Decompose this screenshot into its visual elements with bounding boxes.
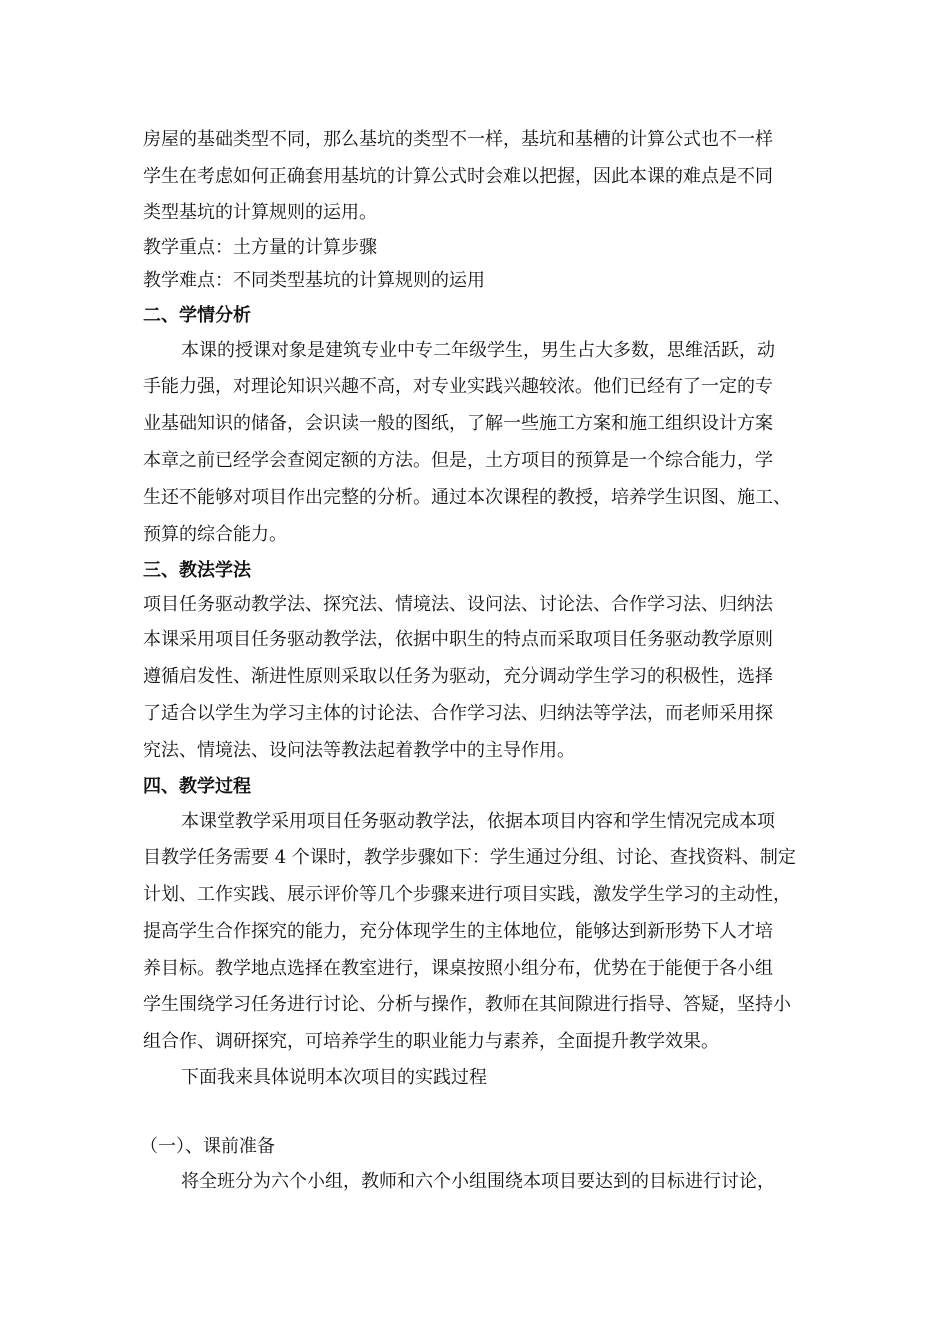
paragraph-line: 本课的授课对象是建筑专业中专二年级学生，男生占大多数，思维活跃，动 bbox=[181, 340, 775, 361]
paragraph-line: 本课采用项目任务驱动教学法，依据中职生的特点而采取项目任务驱动教学原则 bbox=[143, 629, 773, 650]
paragraph-line: 本课堂教学采用项目任务驱动教学法，依据本项目内容和学生情况完成本项 bbox=[181, 811, 775, 832]
teaching-difficulty-line: 教学难点：不同类型基坑的计算规则的运用 bbox=[143, 270, 485, 291]
paragraph-line: 遵循启发性、渐进性原则采取以任务为驱动，充分调动学生学习的积极性，选择 bbox=[143, 666, 773, 687]
section-heading-student-analysis: 二、学情分析 bbox=[143, 305, 251, 326]
paragraph-line: 项目任务驱动教学法、探究法、情境法、设问法、讨论法、合作学习法、归纳法 bbox=[143, 594, 773, 615]
section-heading-teaching-process: 四、教学过程 bbox=[143, 776, 251, 797]
paragraph-line: 手能力强，对理论知识兴趣不高，对专业实践兴趣较浓。他们已经有了一定的专 bbox=[143, 376, 773, 397]
paragraph-line: 学生在考虑如何正确套用基坑的计算公式时会难以把握，因此本课的难点是不同 bbox=[143, 166, 773, 187]
paragraph-line: 学生围绕学习任务进行讨论、分析与操作，教师在其间隙进行指导、答疑，坚持小 bbox=[143, 994, 791, 1015]
paragraph-line: 计划、工作实践、展示评价等几个步骤来进行项目实践，激发学生学习的主动性， bbox=[143, 884, 791, 905]
paragraph-line: 提高学生合作探究的能力，充分体现学生的主体地位，能够达到新形势下人才培 bbox=[143, 921, 773, 942]
paragraph-line: 业基础知识的储备，会识读一般的图纸，了解一些施工方案和施工组织设计方案 bbox=[143, 413, 773, 434]
paragraph-line: 组合作、调研探究，可培养学生的职业能力与素养，全面提升教学效果。 bbox=[143, 1031, 719, 1052]
paragraph-line: 了适合以学生为学习主体的讨论法、合作学习法、归纳法等学法，而老师采用探 bbox=[143, 703, 773, 724]
paragraph-line: 究法、情境法、设问法等教法起着教学中的主导作用。 bbox=[143, 740, 575, 761]
paragraph-line: 类型基坑的计算规则的运用。 bbox=[143, 202, 377, 223]
section-heading-teaching-methods: 三、教法学法 bbox=[143, 560, 251, 581]
subsection-heading: （一）、课前准备 bbox=[140, 1136, 275, 1157]
paragraph-line: 目教学任务需要 4 个课时，教学步骤如下：学生通过分组、讨论、查找资料、制定 bbox=[143, 847, 796, 868]
teaching-focus-line: 教学重点：土方量的计算步骤 bbox=[143, 237, 377, 258]
paragraph-line: 生还不能够对项目作出完整的分析。通过本次课程的教授，培养学生识图、施工、 bbox=[143, 487, 791, 508]
paragraph-line: 房屋的基础类型不同，那么基坑的类型不一样，基坑和基槽的计算公式也不一样 bbox=[143, 129, 773, 150]
paragraph-line: 养目标。教学地点选择在教室进行，课桌按照小组分布，优势在于能便于各小组 bbox=[143, 958, 773, 979]
paragraph-line: 将全班分为六个小组，教师和六个小组围绕本项目要达到的目标进行讨论， bbox=[181, 1171, 775, 1192]
paragraph-line: 预算的综合能力。 bbox=[143, 524, 287, 545]
paragraph-line: 下面我来具体说明本次项目的实践过程 bbox=[181, 1067, 487, 1088]
paragraph-line: 本章之前已经学会查阅定额的方法。但是，土方项目的预算是一个综合能力，学 bbox=[143, 450, 773, 471]
